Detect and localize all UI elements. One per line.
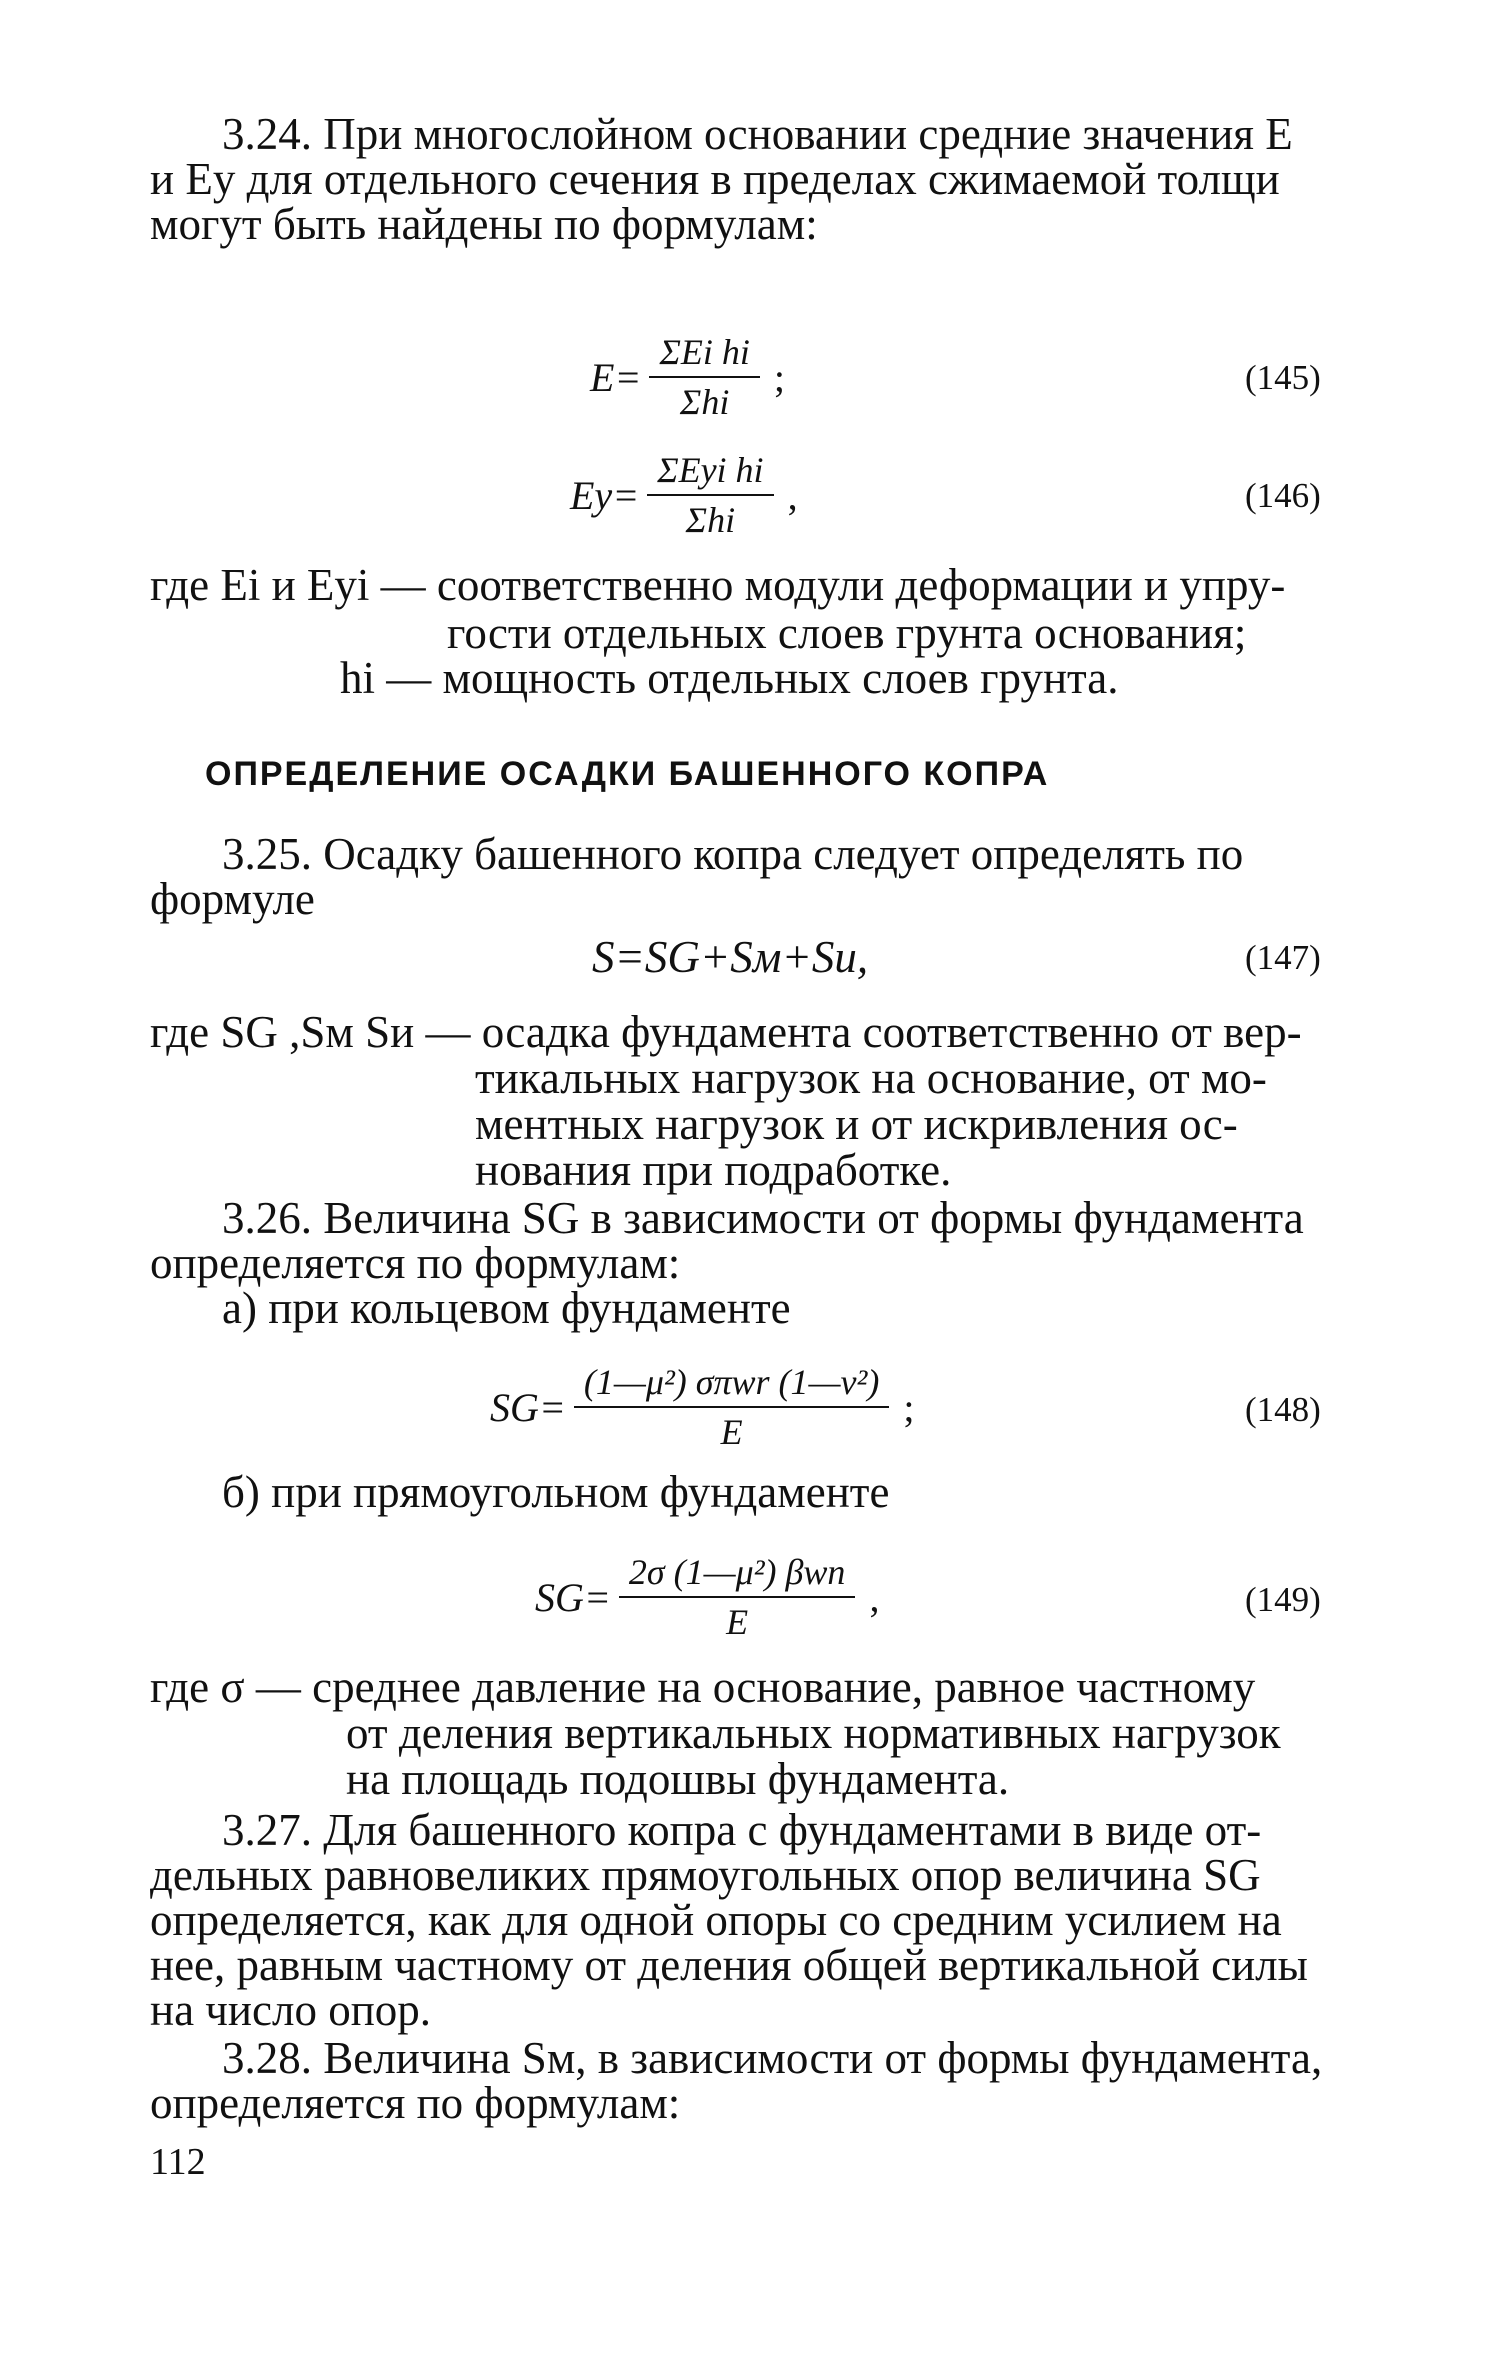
- formula-denominator: E: [726, 1602, 749, 1642]
- formula-punct: ,: [869, 1574, 880, 1620]
- formula-numerator: ΣEуi hi: [647, 448, 773, 496]
- formula-numerator: 2σ (1—μ²) βwn: [619, 1550, 856, 1598]
- formula-148: [490, 1360, 914, 1454]
- equation-number-145: (145): [1245, 358, 1321, 397]
- formula-punct: ;: [903, 1384, 915, 1430]
- formula-lhs: SG=: [490, 1384, 566, 1430]
- formula-147: S=SG+Sм+Sи,: [592, 932, 869, 982]
- definition-line: hi — мощность отдельных слоев грунта.: [340, 653, 1119, 703]
- text-line: 3.27. Для башенного копра с фундаментами в виде от-: [222, 1805, 1262, 1855]
- definition-line: где Ei и Eуi — соответственно модули деформации и упру-: [150, 560, 1286, 610]
- definition-line: на площадь подошвы фундамента.: [346, 1754, 1010, 1804]
- text-line: нее, равным частному от деления общей вертикальной силы: [150, 1940, 1308, 1990]
- paragraph-3-25: [150, 829, 1330, 924]
- text-line: формуле: [150, 874, 315, 924]
- page-number: 112: [150, 2141, 206, 2183]
- text-line: 3.28. Величина Sм, в зависимости от формы фундамента,: [222, 2033, 1323, 2083]
- text-line: б) при прямоугольном фундаменте: [222, 1467, 890, 1517]
- formula-lhs: E=: [590, 354, 642, 400]
- text-line: 3.25. Осадку башенного копра следует определять по: [222, 829, 1244, 879]
- formula-145: [590, 330, 785, 424]
- formula-denominator: E: [720, 1412, 743, 1452]
- text-line: на число опор.: [150, 1985, 432, 2035]
- paragraph-3-27: [150, 1805, 1330, 2035]
- definition-line: тикальных нагрузок на основание, от мо-: [475, 1053, 1267, 1103]
- text-line: дельных равновеликих прямоугольных опор величина SG: [150, 1850, 1261, 1900]
- text-line: могут быть найдены по формулам:: [150, 199, 818, 249]
- paragraph-3-26: [150, 1193, 1330, 1333]
- formula-149: [535, 1550, 879, 1644]
- formula-denominator: Σhi: [685, 500, 736, 540]
- formula-lhs: Eу=: [570, 472, 640, 518]
- definition-line: где σ — среднее давление на основание, равное частному: [150, 1662, 1256, 1712]
- equation-number-147: (147): [1245, 938, 1321, 977]
- formula-numerator: ΣEi hi: [649, 330, 759, 378]
- formula-lhs: SG=: [535, 1574, 611, 1620]
- equation-number-146: (146): [1245, 476, 1321, 515]
- formula-punct: ;: [773, 354, 785, 400]
- text-line: 3.24. При многослойном основании средние значения E: [222, 109, 1293, 159]
- definition-line: гости отдельных слоев грунта основания;: [447, 608, 1247, 658]
- equation-number-148: (148): [1245, 1390, 1321, 1429]
- section-heading: ОПРЕДЕЛЕНИЕ ОСАДКИ БАШЕННОГО КОПРА: [205, 755, 1050, 793]
- text-line: а) при кольцевом фундаменте: [222, 1283, 791, 1333]
- text-line: 3.26. Величина SG в зависимости от формы фундамента: [222, 1193, 1304, 1243]
- text-line: определяется, как для одной опоры со средним усилием на: [150, 1895, 1282, 1945]
- formula-denominator: Σhi: [679, 382, 730, 422]
- paragraph-3-28: [150, 2033, 1330, 2128]
- formula-punct: ,: [787, 472, 798, 518]
- definition-line: ментных нагрузок и от искривления ос-: [475, 1099, 1238, 1149]
- definition-line: где SG ,Sм Sи — осадка фундамента соответственно от вер-: [150, 1007, 1302, 1057]
- formula-numerator: (1—μ²) σπwr (1—ν²): [574, 1360, 889, 1408]
- equation-number-149: (149): [1245, 1580, 1321, 1619]
- text-line: определяется по формулам:: [150, 2078, 681, 2128]
- text-line: определяется по формулам:: [150, 1238, 681, 1288]
- definition-line: от деления вертикальных нормативных нагрузок: [346, 1708, 1281, 1758]
- formula-146: [570, 448, 798, 542]
- text-line: и Eу для отдельного сечения в пределах сжимаемой толщи: [150, 154, 1280, 204]
- definition-line: нования при подработке.: [475, 1145, 952, 1195]
- paragraph-3-24: [150, 109, 1330, 249]
